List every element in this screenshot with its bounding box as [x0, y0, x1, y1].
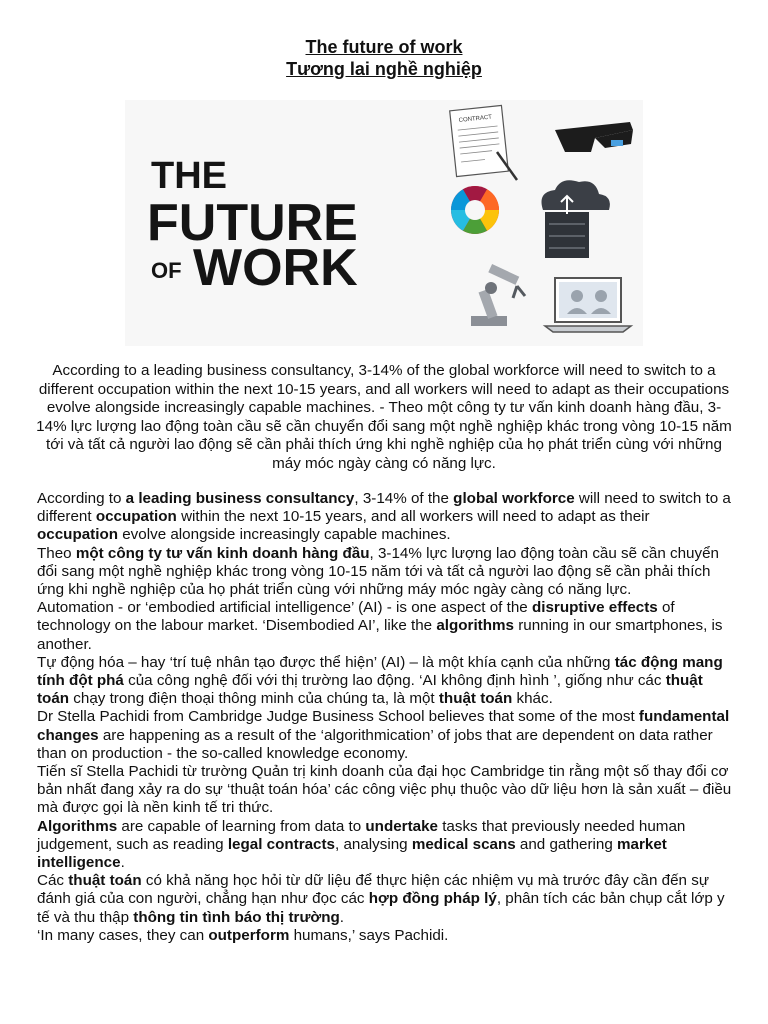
- future-of-work-image: [125, 100, 643, 346]
- bold-term: occupation: [37, 526, 119, 544]
- body-text: [37, 490, 733, 945]
- body-paragraph: [37, 599, 733, 654]
- bold-term: medical scans: [411, 835, 516, 853]
- image-word-the: THE: [151, 155, 227, 197]
- text-run: According to: [37, 490, 126, 507]
- document-title: [0, 36, 768, 80]
- image-word-of: OF: [151, 258, 182, 283]
- text-run: , analysing: [335, 835, 412, 853]
- bold-term: global workforce: [453, 490, 575, 507]
- bold-term: occupation: [95, 508, 177, 526]
- text-run: will need to switch to a different: [37, 490, 731, 526]
- body-paragraph: [37, 545, 733, 600]
- text-run: Dr Stella Pachidi from Cambridge Judge Business School believes that some of the most: [37, 708, 639, 726]
- bold-term: algorithms: [436, 617, 514, 635]
- text-run: tasks that previously needed human judgement, such as reading: [37, 817, 686, 853]
- text-run: .: [120, 854, 125, 872]
- goals-wheel-icon: [451, 186, 499, 234]
- body-paragraph: [37, 654, 733, 709]
- text-run: Tiến sĩ Stella Pachidi từ trường Quản trị kinh doanh của đại học Cambridge tin rằng một số thay đổi cơ bản nhất đang xảy ra do sự ‘thuật toán hóa’ các công việc phụ thuộc vào dữ liệu hơn là sản xuất – điều mà được gọi là nền kinh tế tri thức.: [37, 763, 732, 817]
- bold-term: một công ty tư vấn kinh doanh hàng đầu: [75, 544, 370, 562]
- text-run: within the next 10-15 years, and all workers will need to adapt as their: [176, 508, 650, 526]
- bold-term: thuật toán: [68, 872, 142, 890]
- body-paragraph: [37, 708, 733, 763]
- bold-term: fundamental changes: [37, 708, 730, 744]
- image-word-work: WORK: [193, 239, 358, 297]
- text-run: chạy trong điện thoại thông minh của chúng ta, là một: [69, 690, 439, 708]
- bold-term: tác động mang tính đột phá: [37, 653, 723, 690]
- text-run: are happening as a result of the ‘algorithmication’ of jobs that are dependent on data rather than on production - the so-called knowledge economy.: [37, 726, 713, 762]
- bold-term: hợp đồng pháp lý: [368, 890, 497, 908]
- text-run: Theo: [37, 544, 76, 562]
- bold-term: a leading business consultancy: [125, 490, 355, 507]
- text-run: có khả năng học hỏi từ dữ liệu để thực hiện các nhiệm vụ mà trước đây cần đến sự đánh giá của con người, chẳng hạn như đọc các: [37, 872, 709, 908]
- text-run: của công nghệ đối với thị trường lao động. ‘AI không định hình ’, giống như các: [123, 672, 666, 690]
- body-paragraph: [37, 763, 733, 818]
- body-paragraph: [37, 927, 733, 945]
- text-run: humans,’ says Pachidi.: [289, 926, 449, 944]
- image-word-future: FUTURE: [147, 194, 358, 252]
- text-run: Automation - or ‘embodied artificial intelligence’ (AI) - is one aspect of the: [37, 599, 532, 617]
- text-run: , 3-14% lực lượng lao động toàn cầu sẽ cần chuyển đổi sang một nghề nghiệp khác trong vòng 10-15 năm tới và tất cả người lao động sẽ cần phải thích ứng khi nghề nghiệp của họ phát triển cùng với những máy móc ngày càng có năng lực.: [37, 544, 719, 599]
- bold-term: outperform: [208, 926, 290, 944]
- body-paragraph: [37, 818, 733, 873]
- bold-term: legal contracts: [227, 835, 336, 853]
- body-paragraph: [37, 872, 733, 927]
- contract-label: CONTRACT: [458, 114, 493, 124]
- bold-term: thuật toán: [37, 672, 703, 708]
- text-run: khác.: [512, 690, 553, 708]
- text-run: Các: [37, 872, 69, 890]
- text-run: and gathering: [515, 835, 618, 853]
- text-run: ‘In many cases, they can: [37, 926, 209, 944]
- text-run: Tự động hóa – hay ‘trí tuệ nhân tạo được thể hiện’ (AI) – là một khía cạnh của những: [37, 653, 615, 671]
- text-run: are capable of learning from data to: [117, 817, 366, 835]
- intro-paragraph: According to a leading business consultancy, 3-14% of the global workforce will need to switch to a different occupation within the next 10-15 years, and all workers will need to adapt as their occupations evolve alongside increasingly capable machines. - Theo một công ty tư vấn kinh doanh hàng đầu, 3-14% lực lượng lao động toàn cầu sẽ cần chuyển đổi sang một nghề nghiệp khác trong vòng 10-15 năm tới và tất cả người lao động sẽ cần phải thích ứng khi nghề nghiệp của họ phát triển cùng với những máy móc ngày càng có năng lực.: [36, 362, 732, 472]
- body-paragraph: [37, 490, 733, 545]
- bold-term: disruptive effects: [531, 599, 658, 617]
- text-run: of technology on the labour market. ‘Disembodied AI’, like the: [37, 599, 675, 635]
- text-run: .: [339, 908, 345, 926]
- title-english: The future of work: [305, 37, 463, 57]
- bold-term: thông tin tình báo thị trường: [133, 908, 340, 926]
- bold-term: market intelligence: [37, 835, 667, 872]
- text-run: , 3-14% of the: [354, 490, 454, 507]
- text-run: , phân tích các bản chụp cắt lớp y tế và thu thập: [37, 890, 725, 926]
- bold-term: thuật toán: [438, 690, 513, 708]
- bold-term: undertake: [365, 817, 438, 835]
- text-run: evolve alongside increasingly capable machines.: [118, 526, 451, 544]
- bold-term: Algorithms: [37, 817, 118, 835]
- title-vietnamese: Tương lai nghề nghiệp: [286, 59, 482, 79]
- text-run: running in our smartphones, is another.: [37, 617, 723, 653]
